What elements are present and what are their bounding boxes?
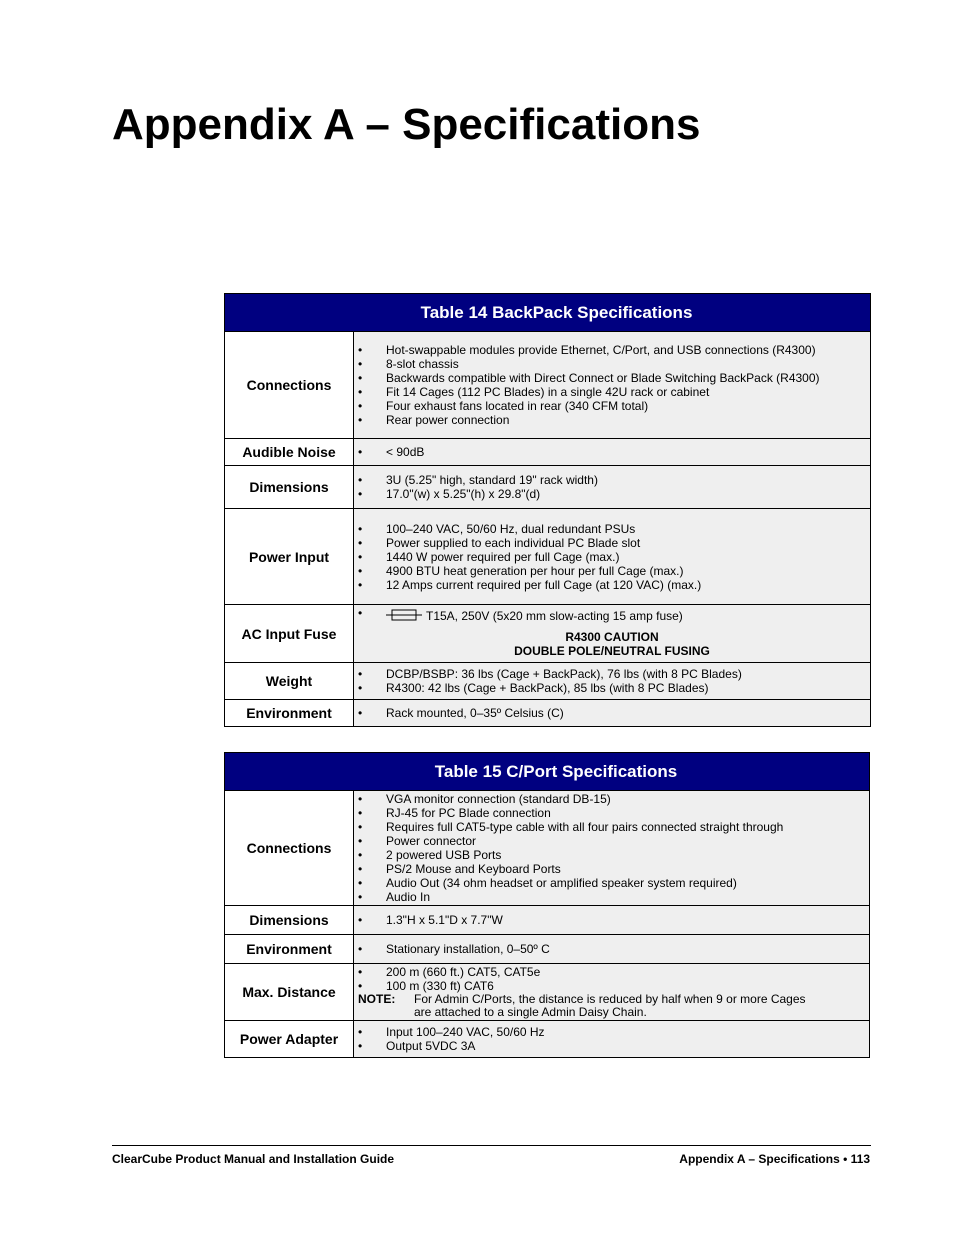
bullet-list [358,942,865,956]
fuse-spec: • T15A, 250V (5x20 mm slow-acting 15 amp fuse) [358,606,683,623]
list-item: • Power connector [358,834,865,848]
bullet-list [358,1025,865,1053]
footer-document-title: ClearCube Product Manual and Installation Guide [112,1152,395,1166]
table-row [225,439,871,466]
bullet-list [358,792,865,904]
row-label: Environment [225,935,354,964]
list-item: • Audio In [358,890,865,904]
note-text: For Admin C/Ports, the distance is reduced by half when 9 or more Cages [414,992,806,1006]
row-label: Connections [225,332,354,439]
list-item: • RJ-45 for PC Blade connection [358,806,865,820]
table-row [225,509,871,605]
table-row [225,1021,870,1058]
table-row [225,332,871,439]
list-item: • 200 m (660 ft.) CAT5, CAT5e [358,965,865,979]
list-item: • 4900 BTU heat generation per hour per full Cage (max.) [358,564,866,578]
list-item: • DCBP/BSBP: 36 lbs (Cage + BackPack), 76 lbs (with 8 PC Blades) [358,667,866,681]
list-item: • 1.3"H x 5.1"D x 7.7"W [358,913,865,927]
bullet-list [358,667,866,695]
list-item: • Four exhaust fans located in rear (340 CFM total) [358,399,866,413]
note-label: NOTE: [358,992,396,1006]
list-item: • 100–240 VAC, 50/60 Hz, dual redundant PSUs [358,522,866,536]
row-label: Dimensions [225,906,354,935]
list-item: • 3U (5.25" high, standard 19" rack width) [358,473,866,487]
caution-title: R4300 CAUTION [565,630,659,644]
list-item: • Input 100–240 VAC, 50/60 Hz [358,1025,865,1039]
backpack-specifications-table [224,293,871,727]
list-item: • Hot-swappable modules provide Ethernet, C/Port, and USB connections (R4300) [358,343,866,357]
table-row [225,964,870,1021]
footer-page-info: Appendix A – Specifications • 113 [679,1152,870,1166]
row-label: Weight [225,663,354,700]
caution-text: DOUBLE POLE/NEUTRAL FUSING [514,644,710,658]
note-text: are attached to a single Admin Daisy Chain. [414,1005,647,1019]
row-label: Power Input [225,509,354,605]
row-label: AC Input Fuse [225,605,354,663]
row-label: Connections [225,791,354,906]
list-item: • 1440 W power required per full Cage (max.) [358,550,866,564]
table-caption: Table 14 BackPack Specifications [225,294,871,332]
list-item: • Stationary installation, 0–50º C [358,942,865,956]
list-item: • Fit 14 Cages (112 PC Blades) in a single 42U rack or cabinet [358,385,866,399]
list-item: • Output 5VDC 3A [358,1039,865,1053]
row-label: Dimensions [225,466,354,509]
row-label: Power Adapter [225,1021,354,1058]
table-row [225,906,870,935]
table-row [225,466,871,509]
table-row [225,791,870,906]
list-item: • Requires full CAT5-type cable with all four pairs connected straight through [358,820,865,834]
page-title: Appendix A – Specifications [112,100,701,149]
list-item: • Audio Out (34 ohm headset or amplified speaker system required) [358,876,865,890]
list-item: • 100 m (330 ft) CAT6 [358,979,865,993]
cport-specifications-table [224,752,870,1058]
table-row [225,935,870,964]
list-item: • PS/2 Mouse and Keyboard Ports [358,862,865,876]
table-row [225,700,871,727]
list-item: • Backwards compatible with Direct Connect or Blade Switching BackPack (R4300) [358,371,866,385]
list-item: • Power supplied to each individual PC Blade slot [358,536,866,550]
row-label: Audible Noise [225,439,354,466]
bullet-list [358,913,865,927]
table-caption: Table 15 C/Port Specifications [225,753,870,791]
bullet-list [358,473,866,501]
table-row [225,605,871,663]
list-item: • 8-slot chassis [358,357,866,371]
fuse-icon [386,606,422,624]
list-item: • VGA monitor connection (standard DB-15) [358,792,865,806]
row-label: Max. Distance [225,964,354,1021]
table-row [225,663,871,700]
note [358,993,865,1019]
list-item: • 2 powered USB Ports [358,848,865,862]
bullet-list [358,965,865,993]
list-item: • R4300: 42 lbs (Cage + BackPack), 85 lbs (with 8 PC Blades) [358,681,866,695]
footer-divider [112,1145,871,1146]
list-item: • 17.0"(w) x 5.25"(h) x 29.8"(d) [358,487,866,501]
bullet-list [358,445,866,459]
list-item: • Rear power connection [358,413,866,427]
bullet-list [358,522,866,592]
bullet-list [358,706,866,720]
list-item: • 12 Amps current required per full Cage (at 120 VAC) (max.) [358,578,866,592]
bullet-list [358,343,866,427]
list-item: • Rack mounted, 0–35º Celsius (C) [358,706,866,720]
fuse-text: T15A, 250V (5x20 mm slow-acting 15 amp fuse) [426,609,683,623]
list-item: • < 90dB [358,445,866,459]
row-label: Environment [225,700,354,727]
